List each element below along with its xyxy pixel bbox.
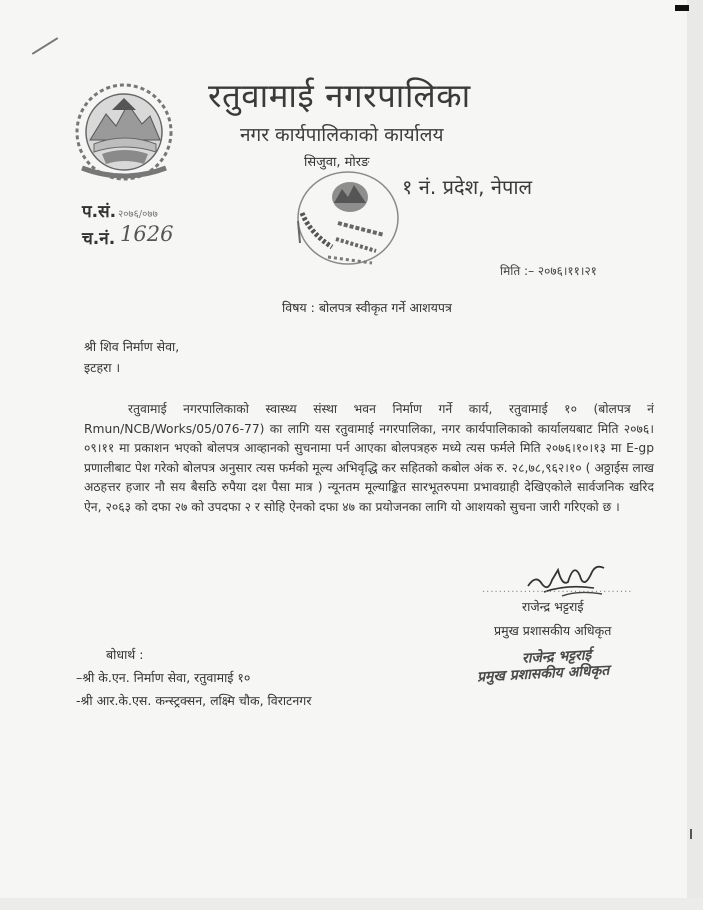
office-name: नगर कार्यपालिकाको कार्यालय: [240, 124, 444, 146]
pen-stroke-mark: [32, 37, 59, 55]
ps-value: २०७६/०७७: [118, 209, 158, 220]
letter-subject: विषय : बोलपत्र स्वीकृत गर्ने आशयपत्र: [282, 300, 452, 315]
cn-value: 1626: [120, 222, 174, 246]
letter-body: रतुवामाई नगरपालिकाको स्वास्थ्य संस्था भवन निर्माण गर्ने कार्य, रतुवामाई १० (बोलपत्र नं Rmun/NCB/Works/05/076-77) का लागि यस रतुवामाई नगरपालिका, नगर कार्यपालिकाको कार्यालयबाट मिति २०७६।०९।११ मा प्रकाशन भएको बोलपत्र आव्हानको सुचनामा पर्न आएका बोलपत्रहरु मध्ये त्यस फर्मले मिति २०७६।१०।१३ मा E-gp प्रणालीबाट पेश गरेको बोलपत्र अनुसार त्यस फर्मको मूल्य अभिवृद्धि कर सहितको कबोल अंक रु. २८,७८,९६२।१० ( अठ्ठाईस लाख अठहत्तर हजार नौ सय बैसठि रुपैया दश पैसा मात्र ) न्यूनतम मूल्याङ्कित सारभूतरुपमा प्रभावग्राही देखिएकोले सार्वजनिक खरिद ऐन, २०६३ को दफा २७ को उपदफा २ र सोहि ऐनको दफा ४७ का प्रयोजनका लागि यो आशयको सुचना जारी गरिएको छ ।: [84, 402, 654, 514]
cc-label: बोधार्थ :: [106, 647, 144, 662]
office-stamp-icon: [288, 163, 408, 273]
cc-recipient-1: –श्री के.एन. निर्माण सेवा, रतुवामाई १०: [76, 670, 251, 685]
seal-name: राजेन्द्र भट्टराई: [521, 647, 592, 667]
nepal-emblem-icon: [72, 80, 176, 184]
province: १ नं. प्रदेश, नेपाल: [402, 175, 533, 199]
signature-line: ....................................: [482, 584, 633, 595]
signer-title: प्रमुख प्रशासकीय अधिकृत: [494, 623, 612, 638]
scan-tick-mark: [690, 829, 692, 839]
signer-name: राजेन्द्र भट्टराई: [522, 599, 584, 614]
cc-recipient-2: -श्री आर.के.एस. कन्स्ट्रक्सन, लक्ष्मि चौक, विराटनगर: [76, 693, 312, 708]
org-name: रतुवामाई नगरपालिका: [208, 76, 471, 115]
letter-date: मिति :– २०७६।११।२१: [500, 264, 597, 278]
scan-edge-bottom: [0, 898, 703, 910]
cn-label: च.नं.: [82, 229, 116, 249]
addressee-name: श्री शिव निर्माण सेवा,: [84, 339, 180, 354]
addressee-place: इटहरा ।: [84, 360, 121, 375]
ps-label: प.सं.: [82, 202, 117, 222]
seal-title: प्रमुख प्रशासकीय अधिकृत: [476, 662, 610, 686]
scan-edge-right: [687, 0, 703, 910]
scan-corner-mark: [675, 5, 689, 11]
office-place: सिजुवा, मोरङ: [304, 155, 370, 170]
